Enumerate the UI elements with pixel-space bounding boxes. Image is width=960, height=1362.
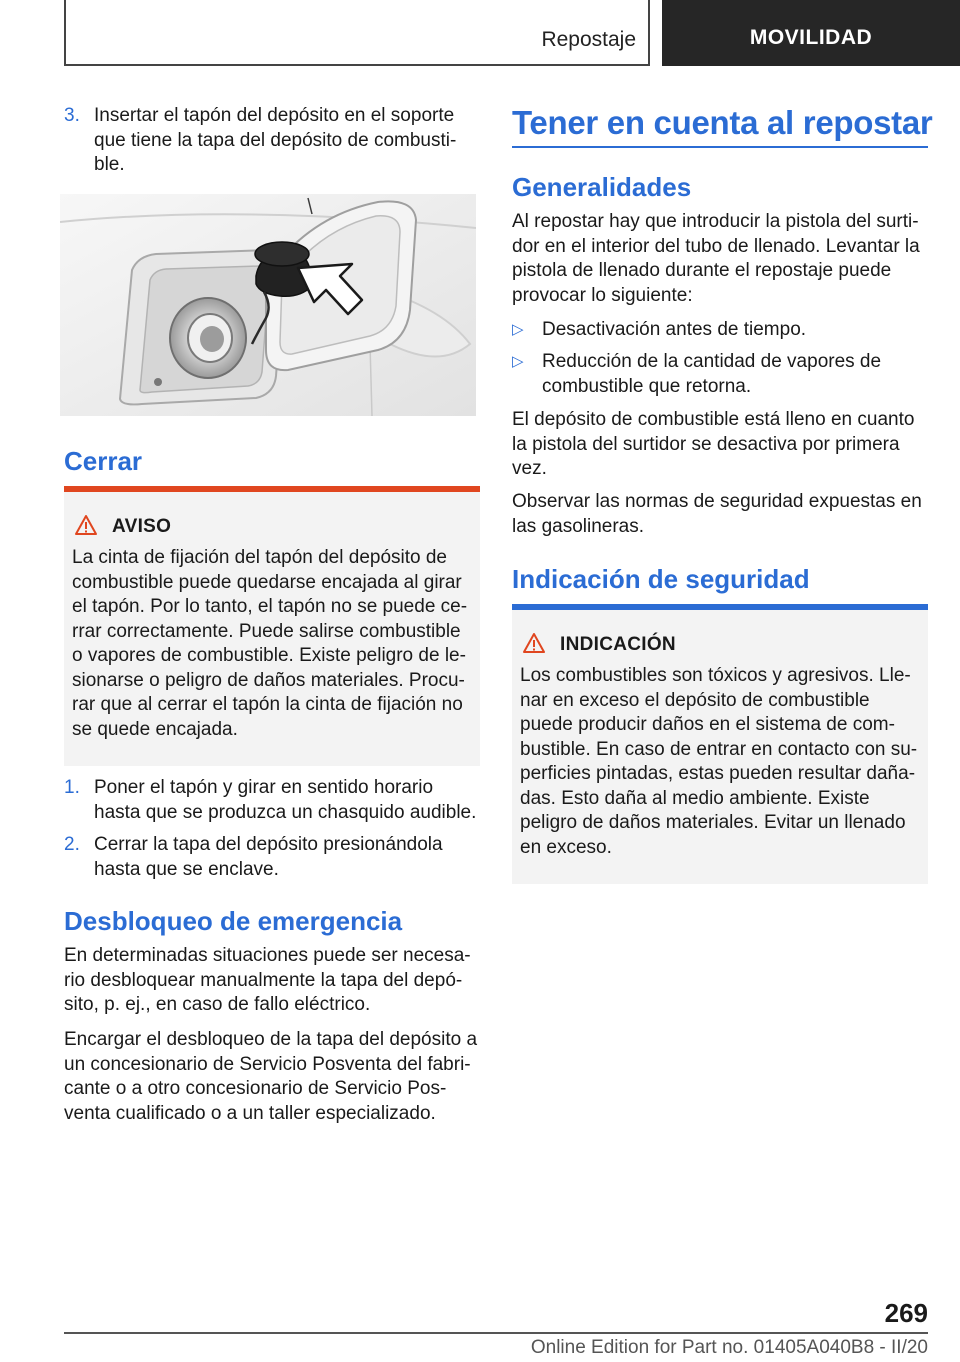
emergency-paragraph-1: En determinadas situaciones puede ser necesa-rio desbloquear manualmente la tapa del depó-sito, p. ej., en caso de fallo eléctrico. xyxy=(64,945,471,1015)
warning-triangle-icon xyxy=(74,514,98,536)
header-rule-left xyxy=(64,0,66,66)
bullet-text: Desactivación antes de tiempo. xyxy=(542,319,807,340)
bullet-item xyxy=(512,318,928,343)
footer-rule xyxy=(64,1332,928,1334)
warning-title: AVISO xyxy=(112,516,172,537)
header-chapter-tab[interactable] xyxy=(662,0,960,66)
bullet-text: Reducción de la cantidad de vapores de combustible que retorna. xyxy=(542,351,882,397)
step-number: 1. xyxy=(64,777,80,798)
step-number: 3. xyxy=(64,105,80,126)
general-paragraph: Al repostar hay que introducir la pistola del surti-dor en el interior del tubo de llenado. Levantar la pistola de llenado durante el repostaje puede provocar lo siguiente: xyxy=(512,211,920,306)
header-chapter-label: MOVILIDAD xyxy=(749,26,873,49)
footer-edition: Online Edition for Part no. 01405A040B8 - II/20 xyxy=(530,1337,928,1358)
main-heading: Tener en cuenta al repostar xyxy=(512,104,933,141)
main-heading-rule xyxy=(512,146,928,148)
warning-box xyxy=(64,486,480,766)
warning-text: La cinta de fijación del tapón del depósito de combustible puede quedarse encajada al girar el tapón. Por lo tanto, el tapón no se puede ce-rrar correctamente. Puede salirse combustible o vapores de combustible. Existe peligro de le-sionarse o peligro de daños materiales. Procu-rar que al cerrar el tapón la cinta de fijación no se quede encajada. xyxy=(72,547,468,740)
step-text: Cerrar la tapa del depósito presionándola hasta que se enclave. xyxy=(94,834,443,880)
notice-title: INDICACIÓN xyxy=(560,634,676,655)
step-3 xyxy=(64,104,480,178)
general-heading: Generalidades xyxy=(512,172,692,202)
warning-triangle-icon xyxy=(522,632,546,654)
notice-box xyxy=(512,604,928,884)
fuel-cap-illustration xyxy=(60,194,476,416)
fuel-cap-image xyxy=(60,194,476,416)
safety-heading: Indicación de seguridad xyxy=(512,564,810,594)
emergency-heading: Desbloqueo de emergencia xyxy=(64,906,403,936)
emergency-paragraph-2: Encargar el desbloqueo de la tapa del depósito a un concesionario de Servicio Posventa del fabri-cante o a otro concesionario de Servicio Pos-venta cualificado o a un taller especializado. xyxy=(64,1029,478,1124)
header-rule-bottom xyxy=(64,64,650,66)
bullet-triangle-icon: ▷ xyxy=(512,353,524,370)
header-rule-right xyxy=(648,0,650,66)
notice-bar xyxy=(512,604,928,610)
step-text: Poner el tapón y girar en sentido horario hasta que se produzca un chasquido audible. xyxy=(94,777,477,823)
full-tank-paragraph: El depósito de combustible está lleno en cuanto la pistola del surtidor se desactiva por primera vez. xyxy=(512,409,915,479)
norms-paragraph: Observar las normas de seguridad expuestas en las gasolineras. xyxy=(512,491,922,537)
close-heading: Cerrar xyxy=(64,446,143,476)
warning-bar xyxy=(64,486,480,492)
page-number: 269 xyxy=(884,1298,928,1328)
bullet-triangle-icon: ▷ xyxy=(512,321,524,338)
notice-text: Los combustibles son tóxicos y agresivos. Lle-nar en exceso el depósito de combustible puede producir daños en el sistema de com-bustible. En caso de entrar en contacto con su-perficies pintadas, estas pueden resultar daña-das. Esto daña al medio ambiente. Existe peligro de daños materiales. Evitar un llenado en exceso. xyxy=(520,665,918,858)
bullet-item xyxy=(512,350,928,399)
header-section-title: Repostaje xyxy=(541,28,636,51)
step-2 xyxy=(64,833,480,882)
step-text: Insertar el tapón del depósito en el soporte que tiene la tapa del depósito de combusti-ble. xyxy=(94,105,457,175)
step-1 xyxy=(64,776,480,825)
step-number: 2. xyxy=(64,834,80,855)
